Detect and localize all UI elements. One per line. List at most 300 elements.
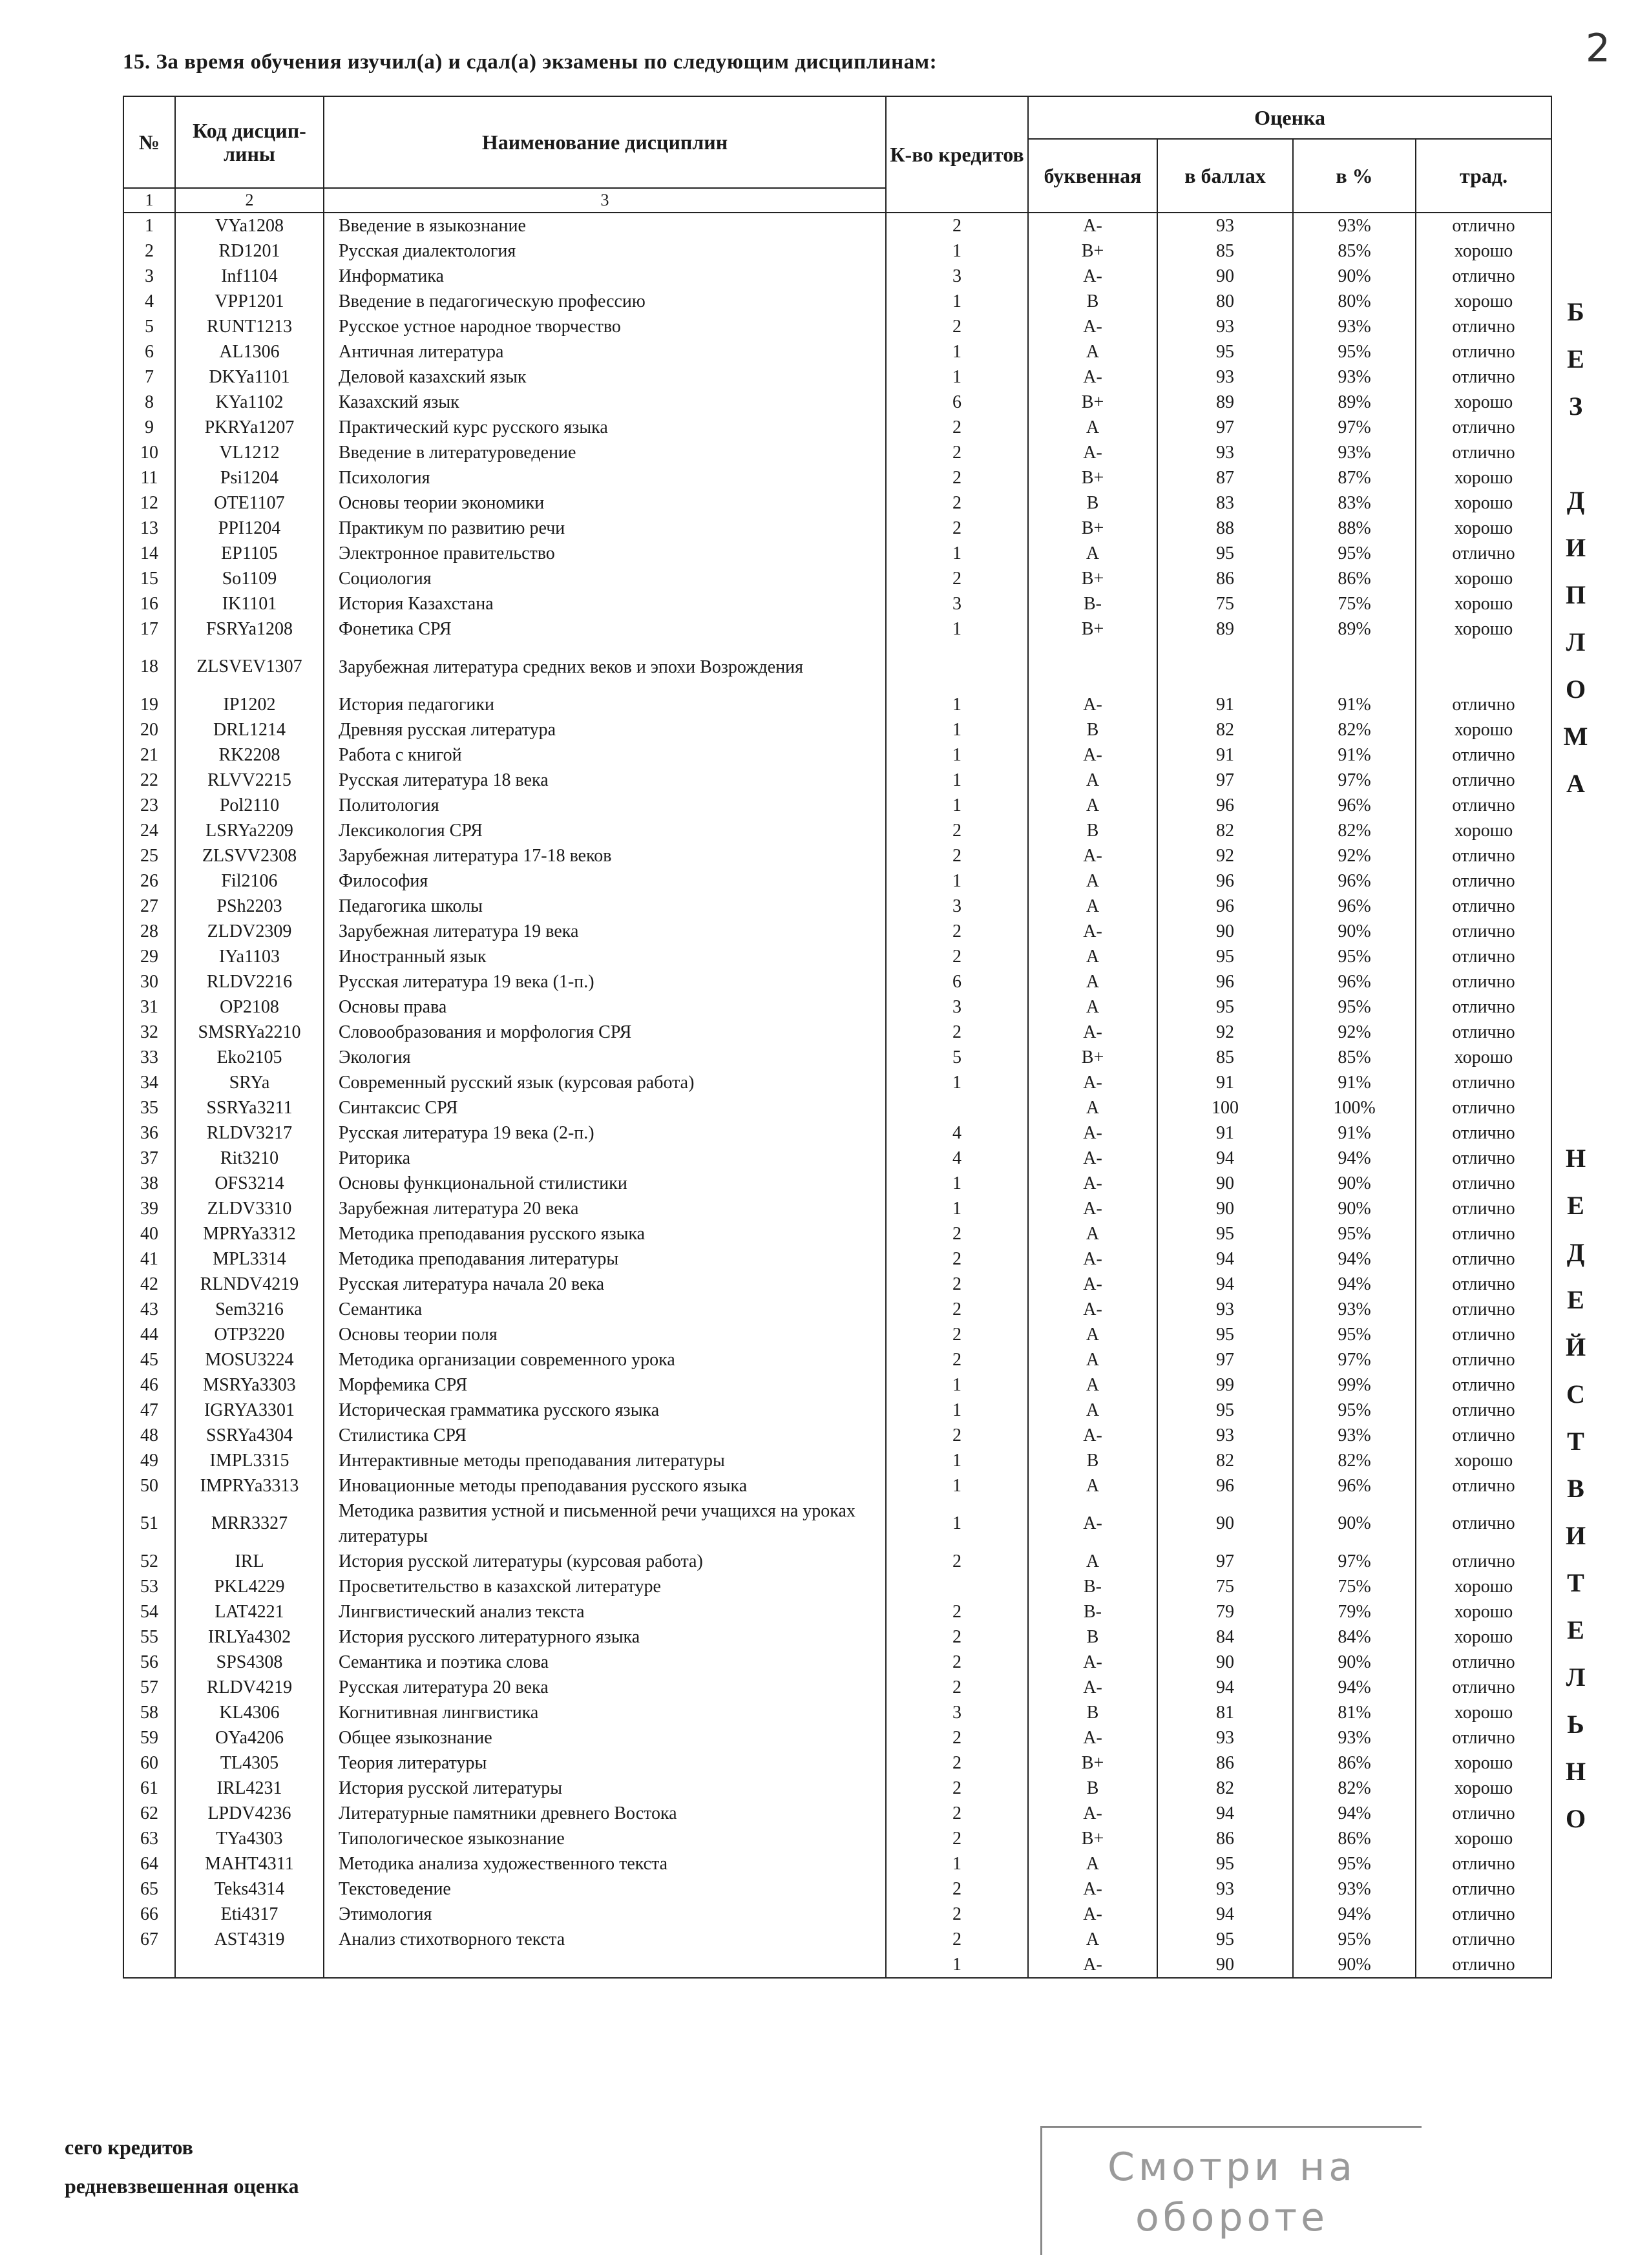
table-row	[123, 616, 1551, 642]
percent-grade: 96%	[1293, 793, 1416, 818]
discipline-name: История русской литературы	[324, 1776, 886, 1801]
discipline-code: AST4319	[175, 1927, 324, 1952]
points-grade: 75	[1157, 591, 1293, 616]
letter-grade: A-	[1028, 1246, 1157, 1272]
credits-cell: 1	[886, 1196, 1028, 1221]
percent-grade: 89%	[1293, 616, 1416, 642]
letter-grade: A-	[1028, 1171, 1157, 1196]
traditional-grade: отлично	[1416, 1372, 1551, 1398]
stamp-line-1: Смотри на	[1108, 2145, 1356, 2190]
points-grade: 83	[1157, 490, 1293, 516]
letter-grade: A-	[1028, 843, 1157, 868]
row-number: 11	[123, 465, 175, 490]
points-grade: 94	[1157, 1801, 1293, 1826]
points-grade: 87	[1157, 465, 1293, 490]
letter-grade: A	[1028, 1372, 1157, 1398]
row-number: 47	[123, 1398, 175, 1423]
discipline-code: IP1202	[175, 692, 324, 717]
credits-cell: 2	[886, 1272, 1028, 1297]
letter-grade: A-	[1028, 1423, 1157, 1448]
percent-grade: 94%	[1293, 1272, 1416, 1297]
letter-grade: A	[1028, 1398, 1157, 1423]
credits-cell: 1	[886, 1952, 1028, 1978]
letter-grade: B	[1028, 1776, 1157, 1801]
discipline-code: PKL4229	[175, 1574, 324, 1599]
row-number: 45	[123, 1347, 175, 1372]
discipline-name: Когнитивная лингвистика	[324, 1700, 886, 1725]
table-row	[123, 1448, 1551, 1473]
discipline-name: Русская литература 18 века	[324, 768, 886, 793]
row-number: 46	[123, 1372, 175, 1398]
row-number: 67	[123, 1927, 175, 1952]
header-letter: буквенная	[1028, 139, 1157, 213]
discipline-code: DRL1214	[175, 717, 324, 742]
credits-cell: 2	[886, 1675, 1028, 1700]
table-row	[123, 1851, 1551, 1876]
points-grade: 96	[1157, 894, 1293, 919]
points-grade: 95	[1157, 1221, 1293, 1246]
credits-cell: 1	[886, 289, 1028, 314]
percent-grade: 90%	[1293, 1498, 1416, 1549]
discipline-name: Введение в педагогическую профессию	[324, 289, 886, 314]
percent-grade: 96%	[1293, 894, 1416, 919]
points-grade: 82	[1157, 818, 1293, 843]
traditional-grade: отлично	[1416, 692, 1551, 717]
discipline-code: LSRYa2209	[175, 818, 324, 843]
row-number: 25	[123, 843, 175, 868]
header-code: Код дисцип-лины	[175, 96, 324, 188]
traditional-grade: отлично	[1416, 919, 1551, 944]
percent-grade: 86%	[1293, 566, 1416, 591]
percent-grade: 93%	[1293, 314, 1416, 339]
points-grade: 91	[1157, 1120, 1293, 1146]
discipline-name: Зарубежная литература средних веков и эпохи Возрождения	[324, 642, 886, 692]
table-row	[123, 818, 1551, 843]
discipline-name: Русская литература 20 века	[324, 1675, 886, 1700]
credits-cell: 2	[886, 1725, 1028, 1750]
table-row	[123, 1196, 1551, 1221]
percent-grade: 82%	[1293, 1776, 1416, 1801]
traditional-grade: хорошо	[1416, 1776, 1551, 1801]
discipline-name: Практикум по развитию речи	[324, 516, 886, 541]
percent-grade: 93%	[1293, 364, 1416, 390]
percent-grade: 100%	[1293, 1095, 1416, 1120]
percent-grade: 92%	[1293, 843, 1416, 868]
letter-grade: A	[1028, 339, 1157, 364]
discipline-code: SMSRYa2210	[175, 1020, 324, 1045]
traditional-grade: хорошо	[1416, 1700, 1551, 1725]
row-number: 48	[123, 1423, 175, 1448]
letter-grade: A-	[1028, 1801, 1157, 1826]
discipline-code: PKRYa1207	[175, 415, 324, 440]
table-row	[123, 1776, 1551, 1801]
discipline-code: Pol2110	[175, 793, 324, 818]
credits-cell: 4	[886, 1120, 1028, 1146]
points-grade: 97	[1157, 415, 1293, 440]
points-grade: 85	[1157, 1045, 1293, 1070]
percent-grade: 96%	[1293, 969, 1416, 994]
credits-cell: 5	[886, 1045, 1028, 1070]
letter-grade: A-	[1028, 213, 1157, 238]
credits-cell: 2	[886, 490, 1028, 516]
discipline-code: RLNDV4219	[175, 1272, 324, 1297]
traditional-grade: хорошо	[1416, 1826, 1551, 1851]
points-grade: 86	[1157, 1826, 1293, 1851]
traditional-grade: отлично	[1416, 1146, 1551, 1171]
table-row	[123, 1498, 1551, 1549]
row-number: 55	[123, 1624, 175, 1650]
letter-grade: A-	[1028, 1020, 1157, 1045]
points-grade: 95	[1157, 1927, 1293, 1952]
table-row	[123, 1876, 1551, 1902]
percent-grade: 94%	[1293, 1902, 1416, 1927]
points-grade: 92	[1157, 1020, 1293, 1045]
discipline-code: KL4306	[175, 1700, 324, 1725]
points-grade: 93	[1157, 1297, 1293, 1322]
percent-grade: 95%	[1293, 1927, 1416, 1952]
table-row	[123, 1020, 1551, 1045]
credits-cell: 2	[886, 1599, 1028, 1624]
table-row	[123, 944, 1551, 969]
traditional-grade: отлично	[1416, 1801, 1551, 1826]
credits-cell: 2	[886, 1776, 1028, 1801]
percent-grade: 90%	[1293, 1196, 1416, 1221]
traditional-grade: отлично	[1416, 1070, 1551, 1095]
credits-cell: 2	[886, 1221, 1028, 1246]
credits-cell	[886, 1574, 1028, 1599]
traditional-grade: хорошо	[1416, 591, 1551, 616]
discipline-code: MSRYa3303	[175, 1372, 324, 1398]
row-number: 8	[123, 390, 175, 415]
discipline-code: VYa1208	[175, 213, 324, 238]
credits-cell: 2	[886, 1801, 1028, 1826]
credits-cell	[886, 1095, 1028, 1120]
table-row	[123, 238, 1551, 264]
discipline-code: FSRYa1208	[175, 616, 324, 642]
discipline-code: IMPL3315	[175, 1448, 324, 1473]
percent-grade: 90%	[1293, 1171, 1416, 1196]
credits-cell: 1	[886, 868, 1028, 894]
table-row	[123, 1221, 1551, 1246]
table-row	[123, 1650, 1551, 1675]
discipline-name: Социология	[324, 566, 886, 591]
discipline-code: SSRYa3211	[175, 1095, 324, 1120]
percent-grade: 95%	[1293, 1322, 1416, 1347]
table-row	[123, 264, 1551, 289]
percent-grade: 87%	[1293, 465, 1416, 490]
table-row	[123, 566, 1551, 591]
discipline-code: PPI1204	[175, 516, 324, 541]
traditional-grade: хорошо	[1416, 490, 1551, 516]
table-row	[123, 717, 1551, 742]
row-number: 2	[123, 238, 175, 264]
traditional-grade: отлично	[1416, 1272, 1551, 1297]
percent-grade: 91%	[1293, 1120, 1416, 1146]
points-grade: 96	[1157, 868, 1293, 894]
percent-grade: 97%	[1293, 768, 1416, 793]
discipline-name: Синтаксис СРЯ	[324, 1095, 886, 1120]
points-grade: 93	[1157, 364, 1293, 390]
traditional-grade: отлично	[1416, 1725, 1551, 1750]
credits-cell: 2	[886, 314, 1028, 339]
table-row	[123, 541, 1551, 566]
table-row	[123, 1171, 1551, 1196]
credits-cell: 2	[886, 1020, 1028, 1045]
discipline-code: ZLSVEV1307	[175, 642, 324, 692]
credits-cell: 2	[886, 1423, 1028, 1448]
credits-cell: 1	[886, 692, 1028, 717]
discipline-name: Теория литературы	[324, 1750, 886, 1776]
traditional-grade: хорошо	[1416, 566, 1551, 591]
discipline-code: IGRYA3301	[175, 1398, 324, 1423]
credits-cell	[886, 642, 1028, 692]
table-row	[123, 969, 1551, 994]
row-number: 10	[123, 440, 175, 465]
row-number: 3	[123, 264, 175, 289]
credits-cell: 2	[886, 1650, 1028, 1675]
table-row	[123, 1146, 1551, 1171]
row-number: 37	[123, 1146, 175, 1171]
discipline-code: MPL3314	[175, 1246, 324, 1272]
table-row	[123, 591, 1551, 616]
letter-grade: A	[1028, 768, 1157, 793]
traditional-grade: хорошо	[1416, 390, 1551, 415]
percent-grade: 93%	[1293, 213, 1416, 238]
points-grade: 82	[1157, 1448, 1293, 1473]
row-number: 5	[123, 314, 175, 339]
discipline-name: Семантика и поэтика слова	[324, 1650, 886, 1675]
discipline-code: OP2108	[175, 994, 324, 1020]
stamp-line-2: обороте	[1135, 2195, 1329, 2240]
credits-cell: 1	[886, 339, 1028, 364]
row-number: 1	[123, 213, 175, 238]
traditional-grade: отлично	[1416, 1650, 1551, 1675]
credits-cell: 1	[886, 1398, 1028, 1423]
table-row	[123, 339, 1551, 364]
table-row	[123, 1675, 1551, 1700]
percent-grade: 96%	[1293, 868, 1416, 894]
letter-grade: A	[1028, 1322, 1157, 1347]
discipline-name: Текстоведение	[324, 1876, 886, 1902]
traditional-grade: отлично	[1416, 843, 1551, 868]
row-number: 30	[123, 969, 175, 994]
credits-cell: 1	[886, 1448, 1028, 1473]
percent-grade: 88%	[1293, 516, 1416, 541]
table-row	[123, 1120, 1551, 1146]
percent-grade: 79%	[1293, 1599, 1416, 1624]
discipline-code: Eti4317	[175, 1902, 324, 1927]
percent-grade: 99%	[1293, 1372, 1416, 1398]
points-grade: 95	[1157, 339, 1293, 364]
discipline-name: Электронное правительство	[324, 541, 886, 566]
letter-grade: A-	[1028, 692, 1157, 717]
percent-grade: 96%	[1293, 1473, 1416, 1498]
letter-grade: A-	[1028, 1650, 1157, 1675]
percent-grade: 91%	[1293, 1070, 1416, 1095]
discipline-name: Методика развития устной и письменной речи учащихся на уроках литературы	[324, 1498, 886, 1549]
points-grade: 90	[1157, 1196, 1293, 1221]
table-row	[123, 490, 1551, 516]
letter-grade: B	[1028, 490, 1157, 516]
discipline-name: Интерактивные методы преподавания литературы	[324, 1448, 886, 1473]
letter-grade: A	[1028, 1851, 1157, 1876]
column-number: 3	[324, 188, 886, 213]
credits-cell: 2	[886, 1297, 1028, 1322]
discipline-name: Введение в языкознание	[324, 213, 886, 238]
discipline-code	[175, 1952, 324, 1978]
discipline-code: SSRYa4304	[175, 1423, 324, 1448]
percent-grade: 97%	[1293, 415, 1416, 440]
traditional-grade: отлично	[1416, 364, 1551, 390]
discipline-name: Практический курс русского языка	[324, 415, 886, 440]
table-row	[123, 1423, 1551, 1448]
discipline-name: Общее языкознание	[324, 1725, 886, 1750]
table-row	[123, 919, 1551, 944]
table-row	[123, 894, 1551, 919]
points-grade: 96	[1157, 793, 1293, 818]
row-number: 54	[123, 1599, 175, 1624]
table-row	[123, 390, 1551, 415]
traditional-grade: хорошо	[1416, 1624, 1551, 1650]
discipline-code: Sem3216	[175, 1297, 324, 1322]
letter-grade: B	[1028, 1700, 1157, 1725]
discipline-name: Лексикология СРЯ	[324, 818, 886, 843]
discipline-name: Казахский язык	[324, 390, 886, 415]
discipline-code: PSh2203	[175, 894, 324, 919]
traditional-grade: отлично	[1416, 264, 1551, 289]
discipline-code: EP1105	[175, 541, 324, 566]
letter-grade: A	[1028, 994, 1157, 1020]
percent-grade: 93%	[1293, 1876, 1416, 1902]
discipline-code: RUNT1213	[175, 314, 324, 339]
percent-grade: 92%	[1293, 1020, 1416, 1045]
traditional-grade: хорошо	[1416, 516, 1551, 541]
discipline-name: Стилистика СРЯ	[324, 1423, 886, 1448]
points-grade: 93	[1157, 314, 1293, 339]
credits-cell: 2	[886, 415, 1028, 440]
points-grade: 95	[1157, 944, 1293, 969]
discipline-name: Фонетика СРЯ	[324, 616, 886, 642]
row-number	[123, 1952, 175, 1978]
credits-cell: 2	[886, 1750, 1028, 1776]
table-row	[123, 742, 1551, 768]
points-grade: 97	[1157, 1549, 1293, 1574]
row-number: 39	[123, 1196, 175, 1221]
points-grade: 86	[1157, 1750, 1293, 1776]
percent-grade: 81%	[1293, 1700, 1416, 1725]
row-number: 19	[123, 692, 175, 717]
row-number: 24	[123, 818, 175, 843]
discipline-name: Психология	[324, 465, 886, 490]
row-number: 66	[123, 1902, 175, 1927]
discipline-name: История русского литературного языка	[324, 1624, 886, 1650]
points-grade: 91	[1157, 742, 1293, 768]
row-number: 42	[123, 1272, 175, 1297]
table-row	[123, 1927, 1551, 1952]
letter-grade: B	[1028, 717, 1157, 742]
letter-grade: A-	[1028, 364, 1157, 390]
percent-grade: 90%	[1293, 1650, 1416, 1675]
credits-cell: 2	[886, 1322, 1028, 1347]
discipline-name: Методика анализа художественного текста	[324, 1851, 886, 1876]
letter-grade: A-	[1028, 1297, 1157, 1322]
points-grade: 93	[1157, 1876, 1293, 1902]
row-number: 31	[123, 994, 175, 1020]
table-row	[123, 465, 1551, 490]
table-row	[123, 1398, 1551, 1423]
credits-cell: 1	[886, 793, 1028, 818]
points-grade: 75	[1157, 1574, 1293, 1599]
table-row	[123, 1902, 1551, 1927]
discipline-name: Зарубежная литература 19 века	[324, 919, 886, 944]
points-grade: 99	[1157, 1372, 1293, 1398]
row-number: 28	[123, 919, 175, 944]
discipline-name: Информатика	[324, 264, 886, 289]
traditional-grade: хорошо	[1416, 1599, 1551, 1624]
credits-cell: 2	[886, 1347, 1028, 1372]
row-number: 60	[123, 1750, 175, 1776]
points-grade: 95	[1157, 1398, 1293, 1423]
discipline-name: Иностранный язык	[324, 944, 886, 969]
credits-cell: 2	[886, 944, 1028, 969]
row-number: 13	[123, 516, 175, 541]
points-grade: 80	[1157, 289, 1293, 314]
traditional-grade: отлично	[1416, 1171, 1551, 1196]
table-row	[123, 1801, 1551, 1826]
header-credits: К-во кредитов	[886, 96, 1028, 213]
row-number: 33	[123, 1045, 175, 1070]
row-number: 17	[123, 616, 175, 642]
credits-cell: 1	[886, 1372, 1028, 1398]
table-row	[123, 1725, 1551, 1750]
discipline-name: Основы теории экономики	[324, 490, 886, 516]
traditional-grade: отлично	[1416, 1498, 1551, 1549]
letter-grade: A	[1028, 894, 1157, 919]
points-grade: 97	[1157, 768, 1293, 793]
discipline-code: OTP3220	[175, 1322, 324, 1347]
table-row	[123, 415, 1551, 440]
percent-grade: 94%	[1293, 1246, 1416, 1272]
discipline-name: Морфемика СРЯ	[324, 1372, 886, 1398]
percent-grade: 82%	[1293, 717, 1416, 742]
points-grade: 93	[1157, 1423, 1293, 1448]
row-number: 9	[123, 415, 175, 440]
traditional-grade: отлично	[1416, 1120, 1551, 1146]
discipline-name: Семантика	[324, 1297, 886, 1322]
side-stamp-without-diploma: БЕЗ ДИПЛОМА	[1561, 297, 1590, 816]
points-grade: 94	[1157, 1272, 1293, 1297]
traditional-grade: отлично	[1416, 541, 1551, 566]
row-number: 12	[123, 490, 175, 516]
percent-grade: 95%	[1293, 994, 1416, 1020]
row-number: 51	[123, 1498, 175, 1549]
table-row	[123, 516, 1551, 541]
points-grade: 95	[1157, 541, 1293, 566]
letter-grade: B+	[1028, 238, 1157, 264]
discipline-code: LPDV4236	[175, 1801, 324, 1826]
letter-grade: B+	[1028, 516, 1157, 541]
points-grade: 90	[1157, 1952, 1293, 1978]
discipline-name: История педагогики	[324, 692, 886, 717]
points-grade: 88	[1157, 516, 1293, 541]
credits-cell: 2	[886, 465, 1028, 490]
row-number: 52	[123, 1549, 175, 1574]
letter-grade: A-	[1028, 1070, 1157, 1095]
letter-grade: B+	[1028, 390, 1157, 415]
table-row	[123, 1700, 1551, 1725]
letter-grade: A	[1028, 868, 1157, 894]
discipline-name: Работа с книгой	[324, 742, 886, 768]
